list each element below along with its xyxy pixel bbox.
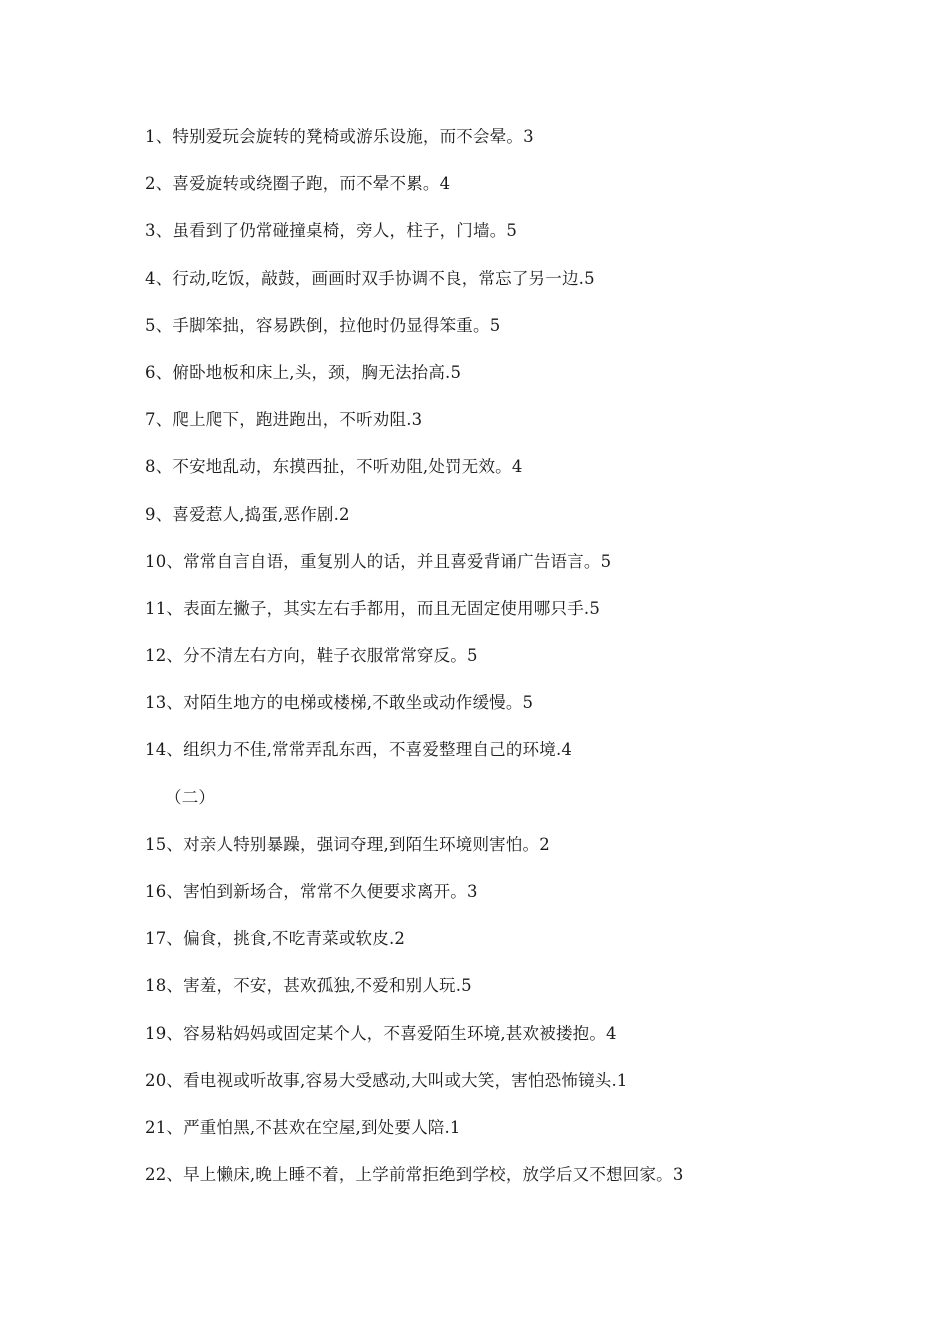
list-item: 19、容易粘妈妈或固定某个人，不喜爱陌生环境,甚欢被搂抱。4 [145, 1023, 617, 1043]
list-item: 14、组织力不佳,常常弄乱东西，不喜爱整理自己的环境.4 [145, 740, 573, 760]
list-item: 4、行动,吃饭，敲鼓，画画时双手协调不良，常忘了另一边.5 [145, 268, 595, 288]
list-item: 20、看电视或听故事,容易大受感动,大叫或大笑，害怕恐怖镜头.1 [145, 1070, 628, 1090]
list-item: 22、早上懒床,晚上睡不着，上学前常拒绝到学校，放学后又不想回家。3 [145, 1165, 684, 1185]
list-item: 12、分不清左右方向，鞋子衣服常常穿反。5 [145, 646, 478, 666]
list-item: 21、严重怕黑,不甚欢在空屋,到处要人陪.1 [145, 1117, 461, 1137]
list-item: 15、对亲人特别暴躁，强词夺理,到陌生环境则害怕。2 [145, 834, 550, 854]
list-item: 5、手脚笨拙，容易跌倒，拉他时仍显得笨重。5 [145, 315, 501, 335]
list-item: 16、害怕到新场合，常常不久便要求离开。3 [145, 882, 478, 901]
list-item: 9、喜爱惹人,捣蛋,恶作剧.2 [145, 504, 350, 524]
questionnaire-list [145, 122, 905, 1207]
list-item: 18、害羞，不安，甚欢孤独,不爱和别人玩.5 [145, 976, 472, 996]
list-item: 8、不安地乱动，东摸西扯，不听劝阻,处罚无效。4 [145, 457, 523, 477]
list-item: 13、对陌生地方的电梯或楼梯,不敢坐或动作缓慢。5 [145, 693, 534, 713]
list-item: 3、虽看到了仍常碰撞桌椅，旁人，柱子，门墙。5 [145, 221, 518, 241]
list-item: 10、常常自言自语，重复别人的话，并且喜爱背诵广告语言。5 [145, 551, 612, 571]
list-item: 17、偏食，挑食,不吃青菜或软皮.2 [145, 929, 406, 949]
list-item: 1、特别爱玩会旋转的凳椅或游乐设施，而不会晕。3 [145, 127, 534, 146]
list-item: 2、喜爱旋转或绕圈子跑，而不晕不累。4 [145, 174, 451, 194]
section-heading: （二） [165, 787, 216, 807]
list-item: 6、俯卧地板和床上,头，颈，胸无法抬高.5 [145, 362, 462, 382]
list-item: 7、爬上爬下，跑进跑出，不听劝阻.3 [145, 410, 423, 430]
list-item: 11、表面左撇子，其实左右手都用，而且无固定使用哪只手.5 [145, 598, 601, 618]
